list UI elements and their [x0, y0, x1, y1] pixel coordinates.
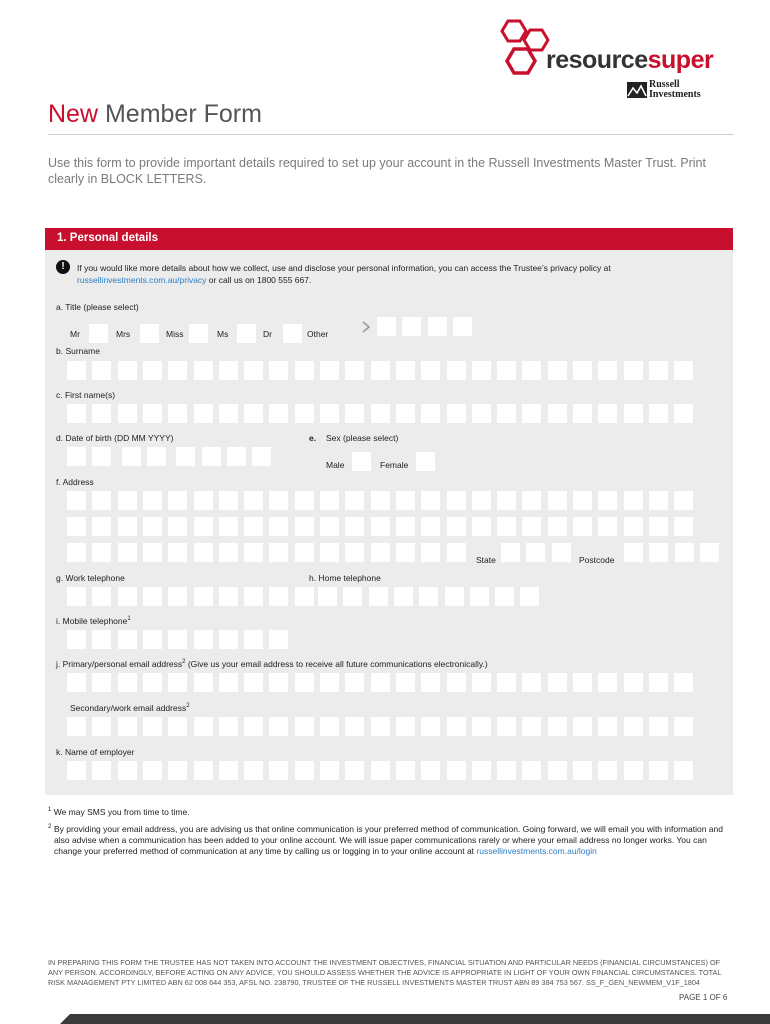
primary-email-box[interactable]: [345, 673, 364, 692]
footnote-2: By providing your email address, you are advising us that online communication is your preferred method of communication. Going forward, we will email you with information and also advise when a communication has been added to your online account. We will issue paper communications rarely or where your email address no longer works. You can change your preferred method of communication at any time by calling us or logging in to your online account at russellinvestments.com.au/login: [54, 824, 723, 856]
primary-email-box[interactable]: [244, 673, 263, 692]
secondary-email-box[interactable]: [295, 717, 314, 736]
dob-box[interactable]: [227, 447, 246, 466]
surname-box[interactable]: [497, 361, 516, 380]
secondary-email-box[interactable]: [118, 717, 137, 736]
secondary-email-box[interactable]: [548, 717, 567, 736]
surname-box[interactable]: [548, 361, 567, 380]
address-line-3-box[interactable]: [295, 543, 314, 562]
address-line-3-box[interactable]: [396, 543, 415, 562]
employer-box[interactable]: [92, 761, 111, 780]
page-title: New Member Form: [48, 100, 262, 128]
address-line-2-box[interactable]: [649, 517, 668, 536]
title-label: a. Title (please select): [56, 302, 139, 312]
secondary-email-box[interactable]: [472, 717, 491, 736]
work-phone-label: g. Work telephone: [56, 573, 125, 583]
address-line-3-box[interactable]: [447, 543, 466, 562]
surname-box[interactable]: [194, 361, 213, 380]
secondary-email-box[interactable]: [219, 717, 238, 736]
primary-email-box[interactable]: [497, 673, 516, 692]
employer-box[interactable]: [67, 761, 86, 780]
work-phone-box[interactable]: [295, 587, 314, 606]
partner-wordmark: Russell Investments: [649, 79, 701, 100]
first-names-box[interactable]: [598, 404, 617, 423]
employer-box[interactable]: [194, 761, 213, 780]
employer-box[interactable]: [269, 761, 288, 780]
address-line-3-box[interactable]: [345, 543, 364, 562]
first-names-box[interactable]: [421, 404, 440, 423]
legal-disclaimer: IN PREPARING THIS FORM THE TRUSTEE HAS NOT TAKEN INTO ACCOUNT THE INVESTMENT OBJECTIVES, FINANCIAL SITUATION AND PARTICULAR NEEDS (FINANCIAL CIRCUMSTANCES) OF ANY PERSON. ACCORDINGLY, BEFORE ACTING ON ANY ADVICE, YOU SHOULD ASSESS WHETHER THE ADVICE IS APPROPRIATE IN LIGHT OF YOUR OWN FINANCIAL CIRCUMSTANCES. TOTAL RISK MANAGEMENT PTY LIMITED ABN 62 008 644 353, AFSL NO. 238790, TRUSTEE OF THE RUSSELL INVESTMENTS MASTER TRUST ABN 89 384 753 567. SS_F_GEN_NEWMEM_V1F_1804: [48, 958, 722, 987]
first-names-box[interactable]: [92, 404, 111, 423]
title-checkbox[interactable]: [283, 324, 302, 343]
sex-option-female: Female: [380, 460, 409, 470]
home-phone-box[interactable]: [495, 587, 514, 606]
state-box[interactable]: [526, 543, 545, 562]
dob-box[interactable]: [202, 447, 221, 466]
postcode-box[interactable]: [649, 543, 668, 562]
secondary-email-box[interactable]: [269, 717, 288, 736]
dob-box[interactable]: [147, 447, 166, 466]
title-option-dr: Dr: [263, 329, 272, 339]
postcode-box[interactable]: [675, 543, 694, 562]
address-line-2-box[interactable]: [371, 517, 390, 536]
surname-box[interactable]: [624, 361, 643, 380]
state-label: State: [476, 555, 496, 565]
address-line-3-box[interactable]: [371, 543, 390, 562]
employer-box[interactable]: [118, 761, 137, 780]
address-line-3-box[interactable]: [143, 543, 162, 562]
address-line-1-box[interactable]: [143, 491, 162, 510]
secondary-email-box[interactable]: [624, 717, 643, 736]
address-line-1-box[interactable]: [396, 491, 415, 510]
surname-box[interactable]: [219, 361, 238, 380]
employer-box[interactable]: [371, 761, 390, 780]
address-line-1-box[interactable]: [497, 491, 516, 510]
dob-box[interactable]: [252, 447, 271, 466]
address-line-1-box[interactable]: [118, 491, 137, 510]
address-line-3-box[interactable]: [118, 543, 137, 562]
surname-box[interactable]: [244, 361, 263, 380]
secondary-email-box[interactable]: [421, 717, 440, 736]
surname-box[interactable]: [472, 361, 491, 380]
sex-checkbox[interactable]: [416, 452, 435, 471]
surname-box[interactable]: [573, 361, 592, 380]
first-names-box[interactable]: [371, 404, 390, 423]
surname-box[interactable]: [320, 361, 339, 380]
address-line-3-box[interactable]: [168, 543, 187, 562]
employer-box[interactable]: [345, 761, 364, 780]
address-line-2-box[interactable]: [548, 517, 567, 536]
postcode-box[interactable]: [624, 543, 643, 562]
address-line-2-box[interactable]: [447, 517, 466, 536]
surname-box[interactable]: [396, 361, 415, 380]
first-names-box[interactable]: [447, 404, 466, 423]
address-line-3-box[interactable]: [92, 543, 111, 562]
address-line-2-box[interactable]: [573, 517, 592, 536]
address-line-2-box[interactable]: [168, 517, 187, 536]
primary-email-box[interactable]: [472, 673, 491, 692]
address-line-2-box[interactable]: [269, 517, 288, 536]
primary-email-box[interactable]: [371, 673, 390, 692]
employer-box[interactable]: [598, 761, 617, 780]
surname-box[interactable]: [447, 361, 466, 380]
primary-email-box[interactable]: [92, 673, 111, 692]
first-names-box[interactable]: [67, 404, 86, 423]
employer-box[interactable]: [447, 761, 466, 780]
secondary-email-box[interactable]: [649, 717, 668, 736]
sex-prefix: e.: [309, 433, 317, 443]
secondary-email-box[interactable]: [674, 717, 693, 736]
title-option-ms: Ms: [217, 329, 229, 339]
work-phone-box[interactable]: [168, 587, 187, 606]
postcode-label: Postcode: [579, 555, 615, 565]
first-names-box[interactable]: [219, 404, 238, 423]
footer-band: [60, 1014, 770, 1024]
page-number: PAGE 1 OF 6: [679, 993, 728, 1002]
employer-box[interactable]: [624, 761, 643, 780]
first-names-box[interactable]: [143, 404, 162, 423]
secondary-email-box[interactable]: [573, 717, 592, 736]
mobile-box[interactable]: [92, 630, 111, 649]
mobile-box[interactable]: [118, 630, 137, 649]
mobile-box[interactable]: [67, 630, 86, 649]
surname-box[interactable]: [143, 361, 162, 380]
section-title: 1. Personal details: [57, 232, 158, 244]
home-phone-box[interactable]: [470, 587, 489, 606]
address-line-1-box[interactable]: [649, 491, 668, 510]
primary-email-box[interactable]: [624, 673, 643, 692]
address-line-2-box[interactable]: [472, 517, 491, 536]
employer-box[interactable]: [219, 761, 238, 780]
first-names-box[interactable]: [244, 404, 263, 423]
home-phone-box[interactable]: [419, 587, 438, 606]
login-link[interactable]: russellinvestments.com.au/login: [476, 846, 597, 856]
work-phone-box[interactable]: [219, 587, 238, 606]
title-checkbox[interactable]: [140, 324, 159, 343]
sex-checkbox[interactable]: [352, 452, 371, 471]
work-phone-box[interactable]: [92, 587, 111, 606]
employer-box[interactable]: [573, 761, 592, 780]
first-names-box[interactable]: [649, 404, 668, 423]
address-line-2-box[interactable]: [118, 517, 137, 536]
intro-text: Use this form to provide important details required to set up your account in the Russell Investments Master Trust. Print clearly in BLOCK LETTERS.: [48, 156, 706, 186]
address-line-2-box[interactable]: [194, 517, 213, 536]
employer-box[interactable]: [396, 761, 415, 780]
primary-email-box[interactable]: [168, 673, 187, 692]
surname-box[interactable]: [118, 361, 137, 380]
secondary-email-box[interactable]: [522, 717, 541, 736]
primary-email-box[interactable]: [320, 673, 339, 692]
primary-email-box[interactable]: [396, 673, 415, 692]
secondary-email-box[interactable]: [67, 717, 86, 736]
primary-email-box[interactable]: [421, 673, 440, 692]
address-line-2-box[interactable]: [624, 517, 643, 536]
first-names-box[interactable]: [548, 404, 567, 423]
secondary-email-box[interactable]: [371, 717, 390, 736]
address-line-1-box[interactable]: [421, 491, 440, 510]
brand-wordmark: resourcesuper: [546, 46, 714, 74]
secondary-email-box[interactable]: [320, 717, 339, 736]
first-names-box[interactable]: [573, 404, 592, 423]
mobile-box[interactable]: [244, 630, 263, 649]
work-phone-box[interactable]: [194, 587, 213, 606]
primary-email-box[interactable]: [143, 673, 162, 692]
mobile-box[interactable]: [143, 630, 162, 649]
employer-box[interactable]: [497, 761, 516, 780]
secondary-email-box[interactable]: [497, 717, 516, 736]
address-line-2-box[interactable]: [345, 517, 364, 536]
title-checkbox[interactable]: [237, 324, 256, 343]
employer-box[interactable]: [421, 761, 440, 780]
primary-email-box[interactable]: [219, 673, 238, 692]
first-names-box[interactable]: [674, 404, 693, 423]
address-line-2-box[interactable]: [522, 517, 541, 536]
sex-label: Sex (please select): [326, 433, 399, 443]
address-line-2-box[interactable]: [396, 517, 415, 536]
first-names-box[interactable]: [295, 404, 314, 423]
secondary-email-box[interactable]: [92, 717, 111, 736]
address-line-1-box[interactable]: [320, 491, 339, 510]
address-line-2-box[interactable]: [295, 517, 314, 536]
address-line-1-box[interactable]: [345, 491, 364, 510]
surname-box[interactable]: [92, 361, 111, 380]
address-line-2-box[interactable]: [143, 517, 162, 536]
address-line-1-box[interactable]: [269, 491, 288, 510]
dob-label: d. Date of birth (DD MM YYYY): [56, 433, 174, 443]
primary-email-box[interactable]: [295, 673, 314, 692]
secondary-email-box[interactable]: [598, 717, 617, 736]
address-line-2-box[interactable]: [674, 517, 693, 536]
first-names-box[interactable]: [522, 404, 541, 423]
title-other-box[interactable]: [402, 317, 421, 336]
first-names-box[interactable]: [168, 404, 187, 423]
mobile-box[interactable]: [168, 630, 187, 649]
address-line-1-box[interactable]: [624, 491, 643, 510]
home-phone-box[interactable]: [394, 587, 413, 606]
surname-box[interactable]: [674, 361, 693, 380]
work-phone-box[interactable]: [143, 587, 162, 606]
address-line-1-box[interactable]: [674, 491, 693, 510]
primary-email-box[interactable]: [67, 673, 86, 692]
first-names-box[interactable]: [497, 404, 516, 423]
address-line-1-box[interactable]: [371, 491, 390, 510]
address-line-3-box[interactable]: [269, 543, 288, 562]
primary-email-box[interactable]: [598, 673, 617, 692]
first-names-box[interactable]: [194, 404, 213, 423]
address-line-1-box[interactable]: [194, 491, 213, 510]
secondary-email-box[interactable]: [194, 717, 213, 736]
state-box[interactable]: [501, 543, 520, 562]
surname-box[interactable]: [522, 361, 541, 380]
employer-box[interactable]: [548, 761, 567, 780]
title-other-box[interactable]: [453, 317, 472, 336]
primary-email-box[interactable]: [548, 673, 567, 692]
address-line-3-box[interactable]: [67, 543, 86, 562]
info-icon: !: [56, 260, 70, 274]
address-line-1-box[interactable]: [447, 491, 466, 510]
title-option-other: Other: [307, 329, 329, 339]
primary-email-label: j. Primary/personal email address$^2$ (Give us your email address to receive all future communications electronically.): [56, 659, 488, 669]
first-names-box[interactable]: [345, 404, 364, 423]
secondary-email-box[interactable]: [396, 717, 415, 736]
work-phone-box[interactable]: [269, 587, 288, 606]
home-phone-box[interactable]: [520, 587, 539, 606]
first-names-label: c. First name(s): [56, 390, 116, 400]
russell-mark-icon: [627, 82, 647, 98]
employer-box[interactable]: [320, 761, 339, 780]
employer-box[interactable]: [649, 761, 668, 780]
primary-email-box[interactable]: [447, 673, 466, 692]
work-phone-box[interactable]: [244, 587, 263, 606]
address-line-2-box[interactable]: [219, 517, 238, 536]
employer-box[interactable]: [674, 761, 693, 780]
title-other-box[interactable]: [428, 317, 447, 336]
dob-box[interactable]: [176, 447, 195, 466]
mobile-label: i. Mobile telephone$^1$: [56, 616, 131, 626]
surname-box[interactable]: [295, 361, 314, 380]
title-other-box[interactable]: [377, 317, 396, 336]
address-line-1-box[interactable]: [67, 491, 86, 510]
footnote-1: $^1$ We may SMS you from time to time.: [48, 806, 190, 817]
surname-box[interactable]: [269, 361, 288, 380]
address-line-1-box[interactable]: [92, 491, 111, 510]
address-line-2-box[interactable]: [421, 517, 440, 536]
employer-box[interactable]: [295, 761, 314, 780]
primary-email-box[interactable]: [118, 673, 137, 692]
surname-box[interactable]: [421, 361, 440, 380]
secondary-email-label: Secondary/work email address$^2$: [70, 703, 190, 713]
employer-box[interactable]: [472, 761, 491, 780]
mobile-box[interactable]: [269, 630, 288, 649]
primary-email-box[interactable]: [522, 673, 541, 692]
title-option-mr: Mr: [70, 329, 80, 339]
address-label: f. Address: [56, 477, 94, 487]
first-names-box[interactable]: [624, 404, 643, 423]
dob-box[interactable]: [122, 447, 141, 466]
title-checkbox[interactable]: [89, 324, 108, 343]
address-line-1-box[interactable]: [548, 491, 567, 510]
first-names-box[interactable]: [320, 404, 339, 423]
address-line-2-box[interactable]: [598, 517, 617, 536]
primary-email-box[interactable]: [649, 673, 668, 692]
employer-box[interactable]: [168, 761, 187, 780]
mobile-box[interactable]: [219, 630, 238, 649]
work-phone-box[interactable]: [67, 587, 86, 606]
state-box[interactable]: [552, 543, 571, 562]
address-line-3-box[interactable]: [421, 543, 440, 562]
surname-box[interactable]: [598, 361, 617, 380]
chevron-right-icon: [361, 320, 371, 334]
employer-label: k. Name of employer: [56, 747, 135, 757]
first-names-box[interactable]: [118, 404, 137, 423]
title-checkbox[interactable]: [189, 324, 208, 343]
address-line-2-box[interactable]: [92, 517, 111, 536]
first-names-box[interactable]: [472, 404, 491, 423]
mobile-box[interactable]: [194, 630, 213, 649]
footnote-2-number: 2: [48, 824, 52, 830]
dob-box[interactable]: [67, 447, 86, 466]
work-phone-box[interactable]: [118, 587, 137, 606]
surname-box[interactable]: [345, 361, 364, 380]
title-option-miss: Miss: [166, 329, 184, 339]
address-line-1-box[interactable]: [295, 491, 314, 510]
privacy-note: If you would like more details about how we collect, use and disclose your personal information, you can access the Trustee’s privacy policy at russellinvestments.com.au/privacy or call us on 1800 555 667.: [77, 263, 611, 285]
address-line-2-box[interactable]: [320, 517, 339, 536]
surname-box[interactable]: [649, 361, 668, 380]
secondary-email-box[interactable]: [447, 717, 466, 736]
secondary-email-box[interactable]: [345, 717, 364, 736]
address-line-3-box[interactable]: [244, 543, 263, 562]
employer-box[interactable]: [244, 761, 263, 780]
address-line-1-box[interactable]: [598, 491, 617, 510]
home-phone-box[interactable]: [318, 587, 337, 606]
employer-box[interactable]: [143, 761, 162, 780]
dob-box[interactable]: [92, 447, 111, 466]
address-line-2-box[interactable]: [244, 517, 263, 536]
section-header: [45, 228, 733, 250]
address-line-3-box[interactable]: [219, 543, 238, 562]
address-line-3-box[interactable]: [320, 543, 339, 562]
home-phone-box[interactable]: [369, 587, 388, 606]
home-phone-box[interactable]: [343, 587, 362, 606]
primary-email-box[interactable]: [573, 673, 592, 692]
address-line-1-box[interactable]: [522, 491, 541, 510]
address-line-2-box[interactable]: [497, 517, 516, 536]
privacy-link[interactable]: russellinvestments.com.au/privacy: [77, 274, 207, 285]
surname-box[interactable]: [168, 361, 187, 380]
first-names-box[interactable]: [269, 404, 288, 423]
first-names-box[interactable]: [396, 404, 415, 423]
primary-email-box[interactable]: [269, 673, 288, 692]
address-line-1-box[interactable]: [219, 491, 238, 510]
address-line-3-box[interactable]: [194, 543, 213, 562]
address-line-1-box[interactable]: [168, 491, 187, 510]
postcode-box[interactable]: [700, 543, 719, 562]
primary-email-box[interactable]: [674, 673, 693, 692]
surname-box[interactable]: [67, 361, 86, 380]
secondary-email-box[interactable]: [168, 717, 187, 736]
home-phone-box[interactable]: [445, 587, 464, 606]
employer-box[interactable]: [522, 761, 541, 780]
sex-option-male: Male: [326, 460, 345, 470]
address-line-1-box[interactable]: [472, 491, 491, 510]
address-line-1-box[interactable]: [244, 491, 263, 510]
surname-label: b. Surname: [56, 346, 100, 356]
secondary-email-box[interactable]: [244, 717, 263, 736]
primary-email-box[interactable]: [194, 673, 213, 692]
address-line-1-box[interactable]: [573, 491, 592, 510]
address-line-2-box[interactable]: [67, 517, 86, 536]
secondary-email-box[interactable]: [143, 717, 162, 736]
title-divider: [48, 134, 734, 135]
surname-box[interactable]: [371, 361, 390, 380]
home-phone-label: h. Home telephone: [309, 573, 381, 583]
title-option-mrs: Mrs: [116, 329, 131, 339]
